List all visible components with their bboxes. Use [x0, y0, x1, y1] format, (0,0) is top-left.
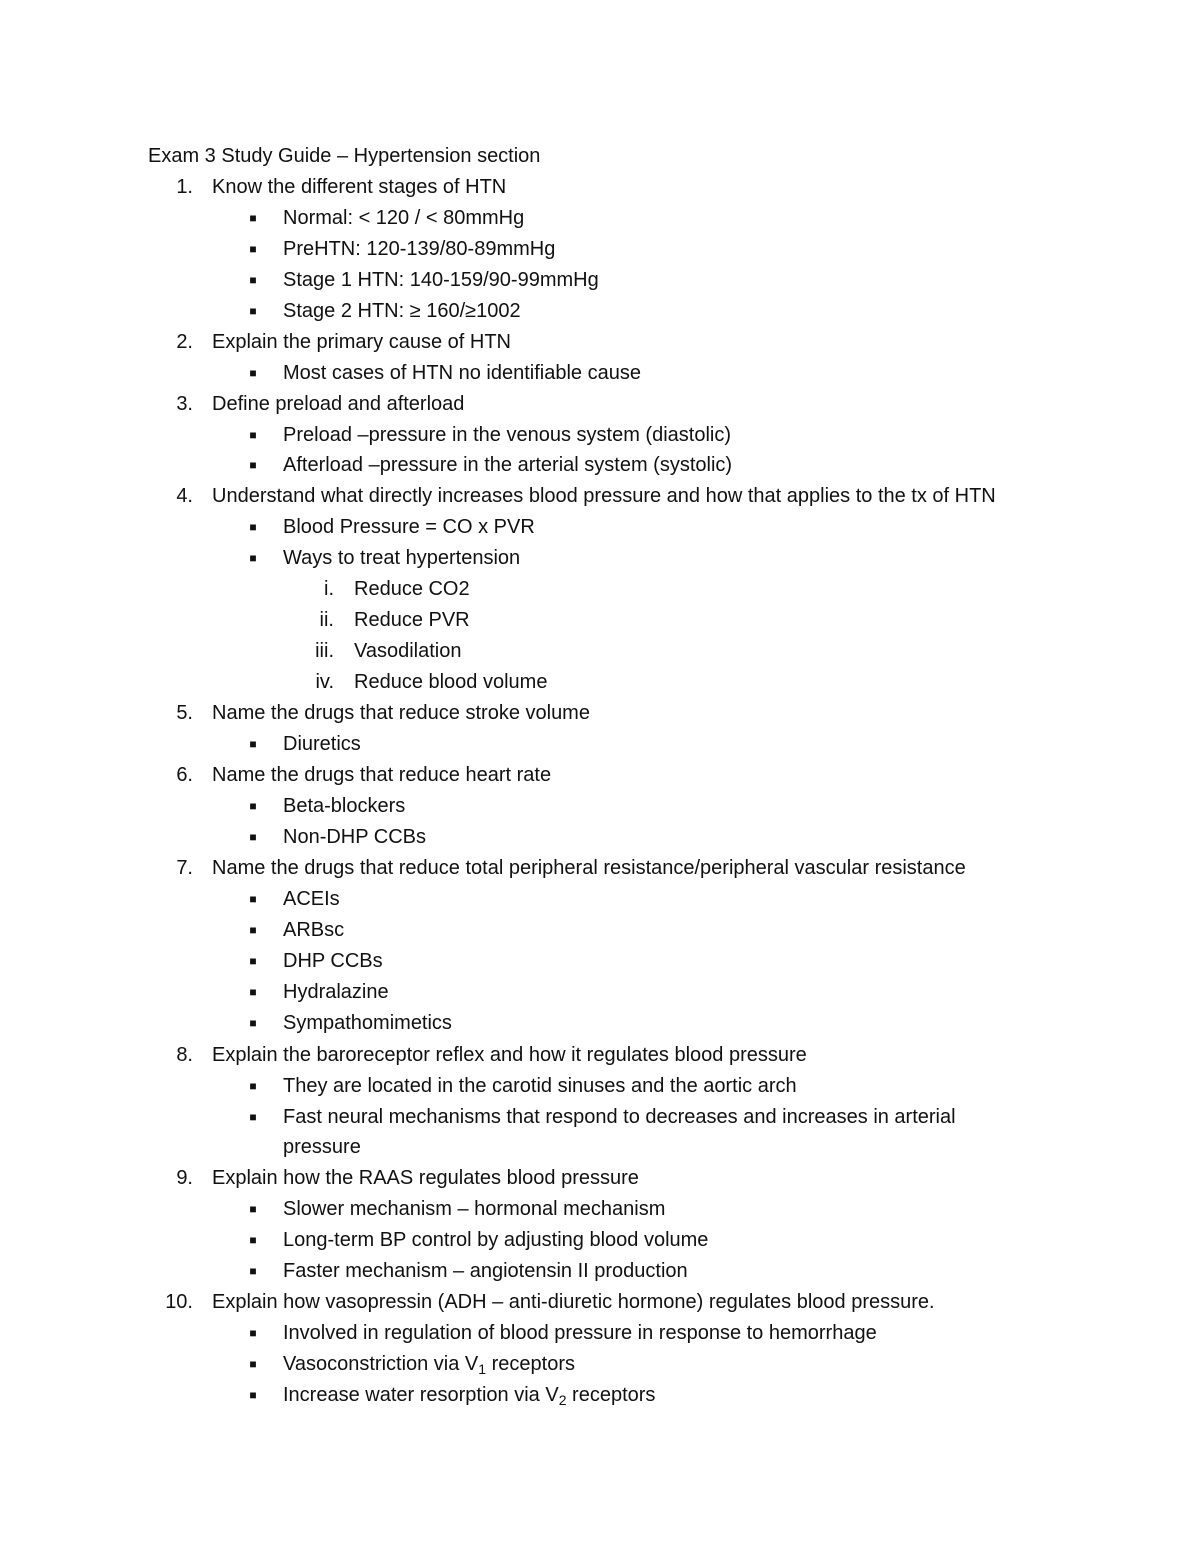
bullet-marker: ■ [249, 1079, 257, 1093]
item-number: 10. [165, 1291, 193, 1313]
bullet-text: Fast neural mechanisms that respond to decreases and increases in arterial [283, 1106, 956, 1128]
bullet-text: Blood Pressure = CO x PVR [283, 516, 535, 538]
bullet-text: Involved in regulation of blood pressure in response to hemorrhage [283, 1322, 877, 1344]
bullet-text: Diuretics [283, 733, 361, 755]
bullet-text: Normal: < 120 / < 80mmHg [283, 207, 525, 229]
bullet-marker: ■ [249, 954, 257, 968]
item-heading: Define preload and afterload [212, 393, 465, 415]
bullet-text: Slower mechanism – hormonal mechanism [283, 1198, 666, 1220]
bullet-marker: ■ [249, 273, 257, 287]
item-number: 6. [176, 764, 193, 786]
bullet-marker: ■ [249, 458, 257, 472]
bullet-text: Long-term BP control by adjusting blood volume [283, 1229, 709, 1251]
bullet-marker: ■ [249, 737, 257, 751]
roman-text: Reduce PVR [354, 609, 470, 631]
bullet-marker: ■ [249, 366, 257, 380]
bullet-marker: ■ [249, 304, 257, 318]
bullet-text: Most cases of HTN no identifiable cause [283, 362, 641, 384]
item-number: 7. [176, 857, 193, 879]
item-number: 3. [176, 393, 193, 415]
item-number: 8. [176, 1044, 193, 1066]
item-heading: Name the drugs that reduce total peripheral resistance/peripheral vascular resistance [212, 857, 966, 879]
roman-number: i. [324, 578, 334, 600]
roman-number: ii. [319, 609, 334, 631]
bullet-text: Faster mechanism – angiotensin II production [283, 1260, 688, 1282]
roman-text: Vasodilation [354, 640, 462, 662]
bullet-marker: ■ [249, 1233, 257, 1247]
item-heading: Name the drugs that reduce heart rate [212, 764, 552, 786]
item-number: 1. [176, 176, 193, 198]
bullet-marker: ■ [249, 799, 257, 813]
bullet-marker: ■ [249, 1202, 257, 1216]
bullet-text: ACEIs [283, 888, 340, 910]
bullet-marker: ■ [249, 985, 257, 999]
bullet-text: Afterload –pressure in the arterial system (systolic) [283, 454, 733, 476]
bullet-marker: ■ [249, 551, 257, 565]
bullet-text: Sympathomimetics [283, 1012, 452, 1034]
roman-text: Reduce blood volume [354, 671, 548, 693]
roman-text: Reduce CO2 [354, 578, 470, 600]
bullet-marker: ■ [249, 520, 257, 534]
bullet-text: Beta-blockers [283, 795, 406, 817]
bullet-marker: ■ [249, 1110, 257, 1124]
bullet-text-v1: Vasoconstriction via $V_1$ receptors [283, 1353, 576, 1377]
bullet-marker: ■ [249, 1264, 257, 1278]
bullet-marker: ■ [249, 830, 257, 844]
page-title: Exam 3 Study Guide – Hypertension section [148, 145, 541, 167]
bullet-text: PreHTN: 120-139/80-89mmHg [283, 238, 556, 260]
bullet-marker: ■ [249, 242, 257, 256]
bullet-text: Stage 1 HTN: 140-159/90-99mmHg [283, 269, 599, 291]
bullet-text: Hydralazine [283, 981, 389, 1003]
bullet-text-v2: Increase water resorption via $V_2$ receptors [283, 1384, 656, 1408]
item-heading: Know the different stages of HTN [212, 176, 507, 198]
bullet-text: Ways to treat hypertension [283, 547, 521, 569]
bullet-marker: ■ [249, 892, 257, 906]
bullet-text: DHP CCBs [283, 950, 383, 972]
bullet-text: ARBsc [283, 919, 345, 941]
bullet-marker: ■ [249, 1357, 257, 1371]
item-heading: Explain the baroreceptor reflex and how it regulates blood pressure [212, 1044, 807, 1066]
roman-number: iv. [315, 671, 334, 693]
bullet-continuation: pressure [283, 1136, 361, 1158]
bullet-text: Preload –pressure in the venous system (diastolic) [283, 424, 731, 446]
item-heading: Name the drugs that reduce stroke volume [212, 702, 590, 724]
bullet-marker: ■ [249, 1388, 257, 1402]
item-heading: Explain the primary cause of HTN [212, 331, 512, 353]
bullet-text: They are located in the carotid sinuses and the aortic arch [283, 1075, 797, 1097]
bullet-marker: ■ [249, 211, 257, 225]
item-heading: Explain how the RAAS regulates blood pressure [212, 1167, 639, 1189]
roman-number: iii. [315, 640, 334, 662]
item-number: 9. [176, 1167, 193, 1189]
bullet-marker: ■ [249, 1326, 257, 1340]
bullet-text: Non-DHP CCBs [283, 826, 426, 848]
item-number: 5. [176, 702, 193, 724]
item-number: 4. [176, 485, 193, 507]
item-heading: Understand what directly increases blood pressure and how that applies to the tx of HTN [212, 485, 996, 507]
item-number: 2. [176, 331, 193, 353]
bullet-text: Stage 2 HTN: ≥ 160/≥1002 [283, 300, 521, 322]
item-heading: Explain how vasopressin (ADH – anti-diuretic hormone) regulates blood pressure. [212, 1291, 935, 1313]
bullet-marker: ■ [249, 923, 257, 937]
bullet-marker: ■ [249, 1016, 257, 1030]
bullet-marker: ■ [249, 428, 257, 442]
